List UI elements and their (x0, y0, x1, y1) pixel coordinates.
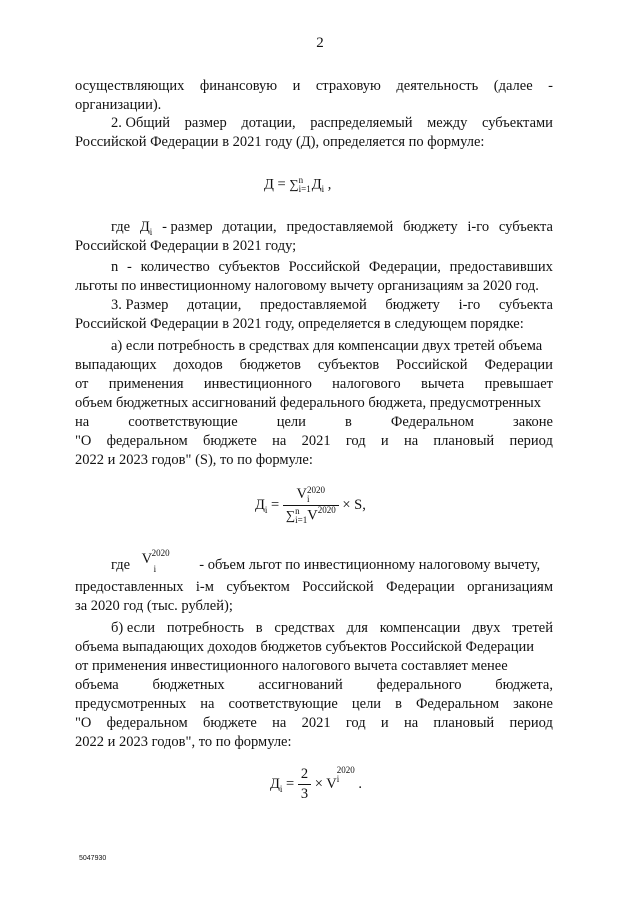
formula-total-subsidy: Д = ∑ n i=1 $Д_i$ , (264, 175, 332, 195)
text-line: объем бюджетных ассигнований федерального бюджета, предусмотренных (75, 395, 542, 411)
text-line: за 2020 год (тыс. рублей); (75, 598, 233, 614)
text-line: где V 2020 i - объем льгот по инвестиционному налоговому вычету, (111, 548, 541, 574)
text-line: от применения инвестиционного налогового вычета составляет менее (75, 658, 508, 674)
text-line: где $Д_i$ - размер дотации, предоставляемой бюджету i-го субъекта (111, 219, 553, 237)
text-line: б) если потребность в средствах для компенсации двух третей (111, 620, 553, 636)
formula-subsidy-case-a: $Д_i$ = V 2020 i ∑ n i=1 $V^{2020}$ × S, (255, 485, 366, 525)
text-line: объема выпадающих доходов бюджетов субъектов Российской Федерации (75, 639, 534, 655)
formula-subsidy-case-b: $Д_i$ = $\frac{2}{3}$ × V 2020 i . (270, 765, 362, 802)
text-line: Российской Федерации в 2021 году, определяется в следующем порядке: (75, 316, 524, 332)
text-line: 3. Размер дотации, предоставляемой бюджету i-го субъекта (111, 297, 553, 313)
page-number: 2 (316, 35, 324, 51)
text-line: на соответствующие цели в Федеральном законе (75, 414, 553, 430)
document-id: 5047930 (79, 855, 107, 862)
text-line: а) если потребность в средствах для компенсации двух третей объема (111, 338, 543, 354)
text-line: выпадающих доходов бюджетов субъектов Российской Федерации (75, 357, 553, 373)
text-line: организации). (75, 97, 162, 113)
text-line: предусмотренных на соответствующие цели в Федеральном законе (75, 696, 553, 712)
text-line: "О федеральном бюджете на 2021 год и на плановый период (75, 715, 553, 731)
text-line: предоставленных i-м субъектом Российской Федерации организациям (75, 579, 553, 595)
text-line: Российской Федерации в 2021 году (Д), определяется по формуле: (75, 134, 485, 150)
text-line: "О федеральном бюджете на 2021 год и на плановый период (75, 433, 553, 449)
text-line: объема бюджетных ассигнований федерального бюджета, (75, 677, 553, 693)
text-line: 2022 и 2023 годов", то по формуле: (75, 734, 292, 750)
text-line: осуществляющих финансовую и страховую деятельность (далее - (75, 78, 553, 94)
text-line: льготы по инвестиционному налоговому вычету организациям за 2020 год. (75, 278, 539, 294)
text-line: Российской Федерации в 2021 году; (75, 238, 297, 254)
text-line: 2022 и 2023 годов" (S), то по формуле: (75, 452, 313, 468)
text-line: 2. Общий размер дотации, распределяемый между субъектами (111, 115, 553, 131)
text-line: от применения инвестиционного налогового вычета превышает (75, 376, 553, 392)
text-line: n - количество субъектов Российской Федерации, предоставивших (111, 259, 553, 275)
